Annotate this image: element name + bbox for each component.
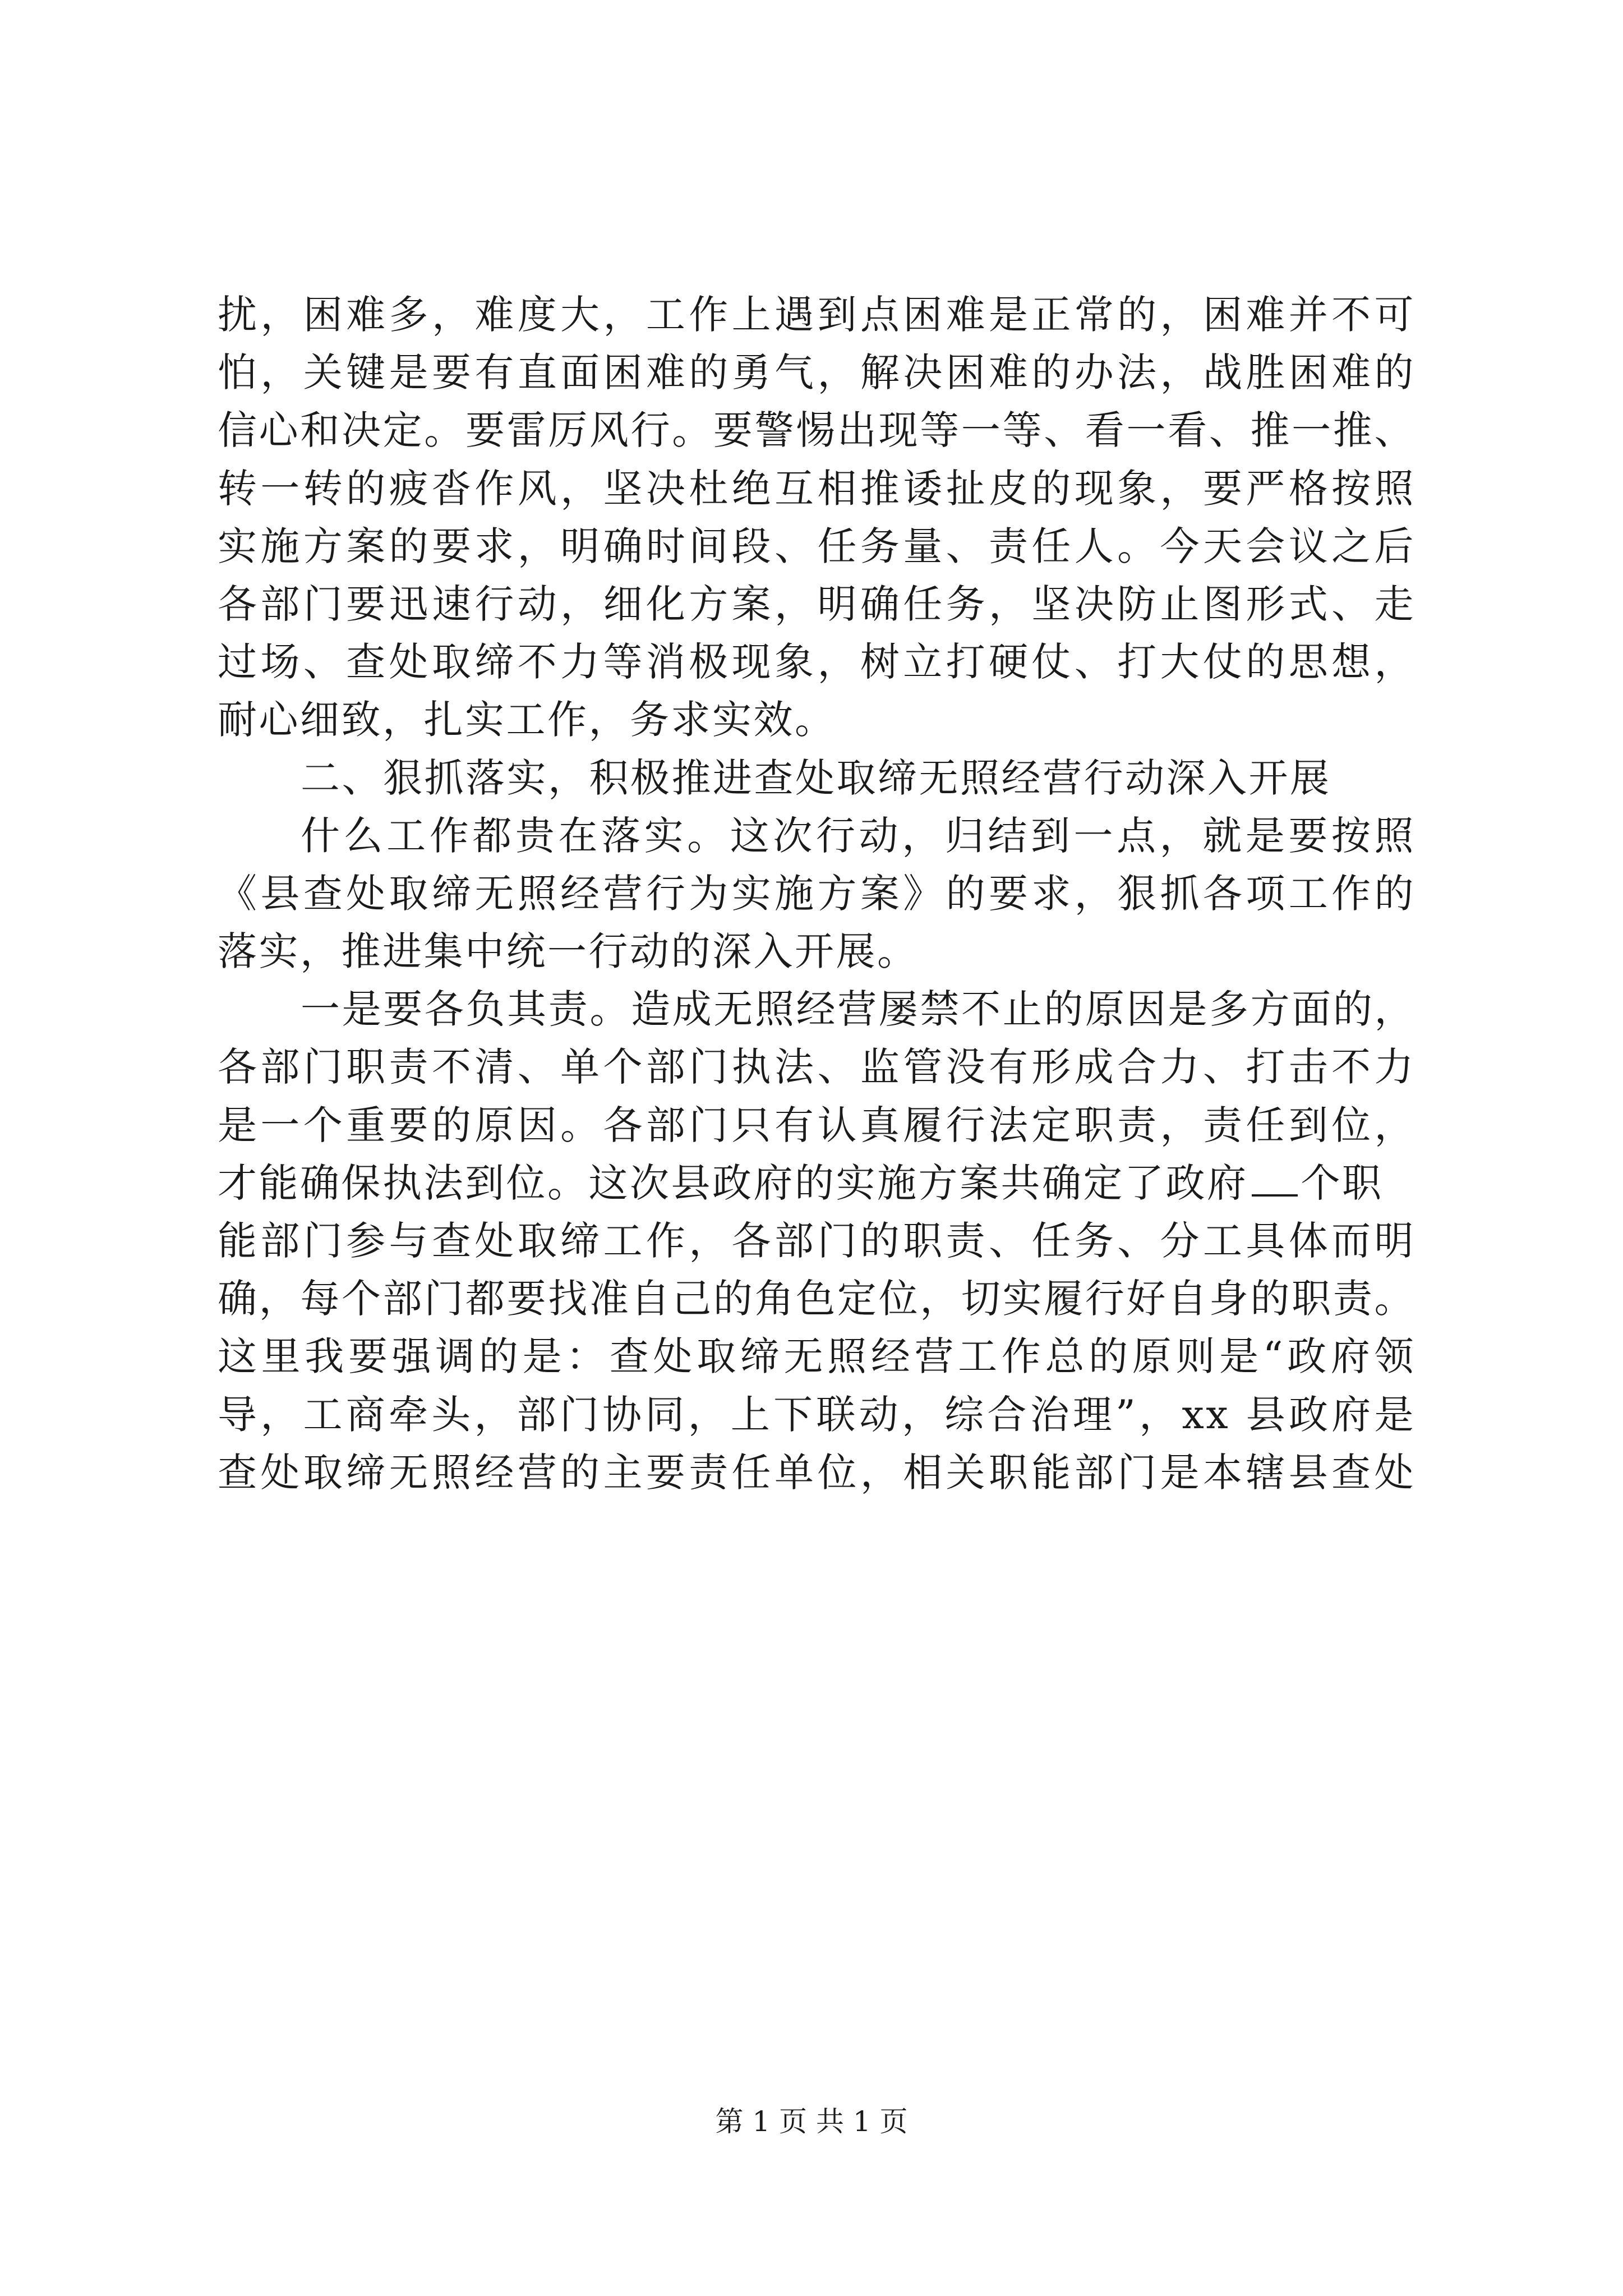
text-line-with-blank [218, 1154, 1415, 1212]
text-line: 一是要各负其责。造成无照经营屡禁不止的原因是多方面的， [301, 986, 1415, 1033]
text-line: 转一转的疲沓作风，坚决杜绝互相推诿扯皮的现象，要严格按照 [218, 465, 1415, 512]
fill-in-blank [1252, 1162, 1298, 1197]
text-segment: 个职 [1301, 1159, 1384, 1206]
text-line: 能部门参与查处取缔工作，各部门的职责、任务、分工具体而明 [218, 1218, 1415, 1264]
text-line: 什么工作都贵在落实。这次行动，归结到一点，就是要按照 [301, 812, 1415, 859]
page-number: 第 1 页 [715, 2105, 808, 2138]
page-footer [0, 2105, 1623, 2138]
document-body [218, 286, 1415, 1502]
text-segment: 才能确保执法到位。这次县政府的实施方案共确定了政府 [218, 1159, 1248, 1206]
section-heading: 二、狠抓落实，积极推进查处取缔无照经营行动深入开展 [301, 754, 1331, 801]
text-line: 查处取缔无照经营的主要责任单位，相关职能部门是本辖县查处 [218, 1449, 1415, 1496]
text-line: 落实，推进集中统一行动的深入开展。 [218, 928, 919, 975]
text-line: 过场、查处取缔不力等消极现象，树立打硬仗、打大仗的思想， [218, 639, 1415, 685]
text-line: 《县查处取缔无照经营行为实施方案》的要求，狠抓各项工作的 [218, 870, 1415, 917]
text-line: 是一个重要的原因。各部门只有认真履行法定职责，责任到位， [218, 1102, 1415, 1148]
page-total: 共 1 页 [815, 2105, 908, 2138]
text-line: 这里我要强调的是：查处取缔无照经营工作总的原则是“政府领 [218, 1333, 1415, 1380]
text-line: 各部门职责不清、单个部门执法、监管没有形成合力、打击不力 [218, 1044, 1415, 1091]
text-line: 耐心细致，扎实工作，务求实效。 [218, 697, 836, 743]
text-line: 信心和决定。要雷厉风行。要警惕出现等一等、看一看、推一推、 [218, 407, 1415, 454]
text-line: 实施方案的要求，明确时间段、任务量、责任人。今天会议之后 [218, 523, 1415, 569]
text-line: 扰，困难多，难度大，工作上遇到点困难是正常的，困难并不可 [218, 292, 1415, 338]
text-line: 怕，关键是要有直面困难的勇气，解决困难的办法，战胜困难的 [218, 349, 1415, 396]
text-line: 确，每个部门都要找准自己的角色定位，切实履行好自身的职责。 [218, 1276, 1415, 1322]
text-line: 各部门要迅速行动，细化方案，明确任务，坚决防止图形式、走 [218, 581, 1415, 627]
text-line: 导，工商牵头，部门协同，上下联动，综合治理”，xx 县政府是 [218, 1391, 1415, 1438]
